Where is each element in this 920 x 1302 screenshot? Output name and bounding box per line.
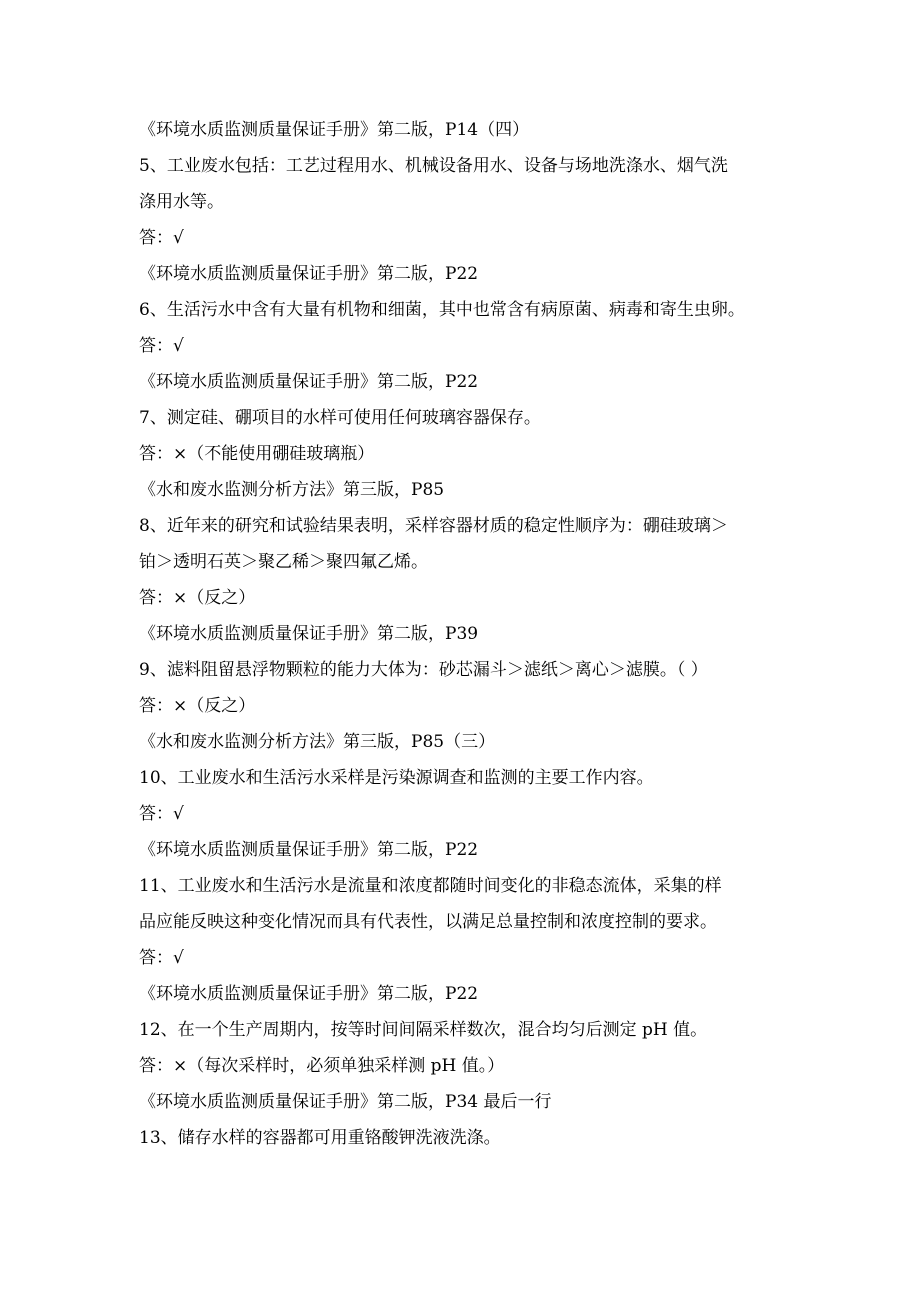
question-10: 10、工业废水和生活污水采样是污染源调查和监测的主要工作内容。 bbox=[139, 768, 654, 788]
answer-10: 答：√ bbox=[139, 804, 184, 824]
reference-11: 《环境水质监测质量保证手册》第二版，P22 bbox=[139, 984, 479, 1004]
question-5: 5、工业废水包括：工艺过程用水、机械设备用水、设备与场地洗涤水、烟气洗 bbox=[139, 156, 728, 176]
question-11: 11、工业废水和生活污水是流量和浓度都随时间变化的非稳态流体，采集的样 bbox=[139, 876, 722, 896]
question-8-cont: 铂＞透明石英＞聚乙稀＞聚四氟乙烯。 bbox=[139, 552, 428, 572]
reference-8: 《环境水质监测质量保证手册》第二版，P39 bbox=[139, 624, 479, 644]
question-5-cont: 涤用水等。 bbox=[139, 192, 224, 212]
answer-7: 答：×（不能使用硼硅玻璃瓶） bbox=[139, 444, 375, 464]
answer-6: 答：√ bbox=[139, 336, 184, 356]
reference-7: 《水和废水监测分析方法》第三版，P85 bbox=[139, 480, 445, 500]
reference-line: 《环境水质监测质量保证手册》第二版，P14（四） bbox=[139, 120, 530, 140]
question-13: 13、储存水样的容器都可用重铬酸钾洗液洗涤。 bbox=[139, 1128, 501, 1148]
question-11-cont: 品应能反映这种变化情况而具有代表性，以满足总量控制和浓度控制的要求。 bbox=[139, 912, 717, 932]
reference-6: 《环境水质监测质量保证手册》第二版，P22 bbox=[139, 372, 479, 392]
reference-5: 《环境水质监测质量保证手册》第二版，P22 bbox=[139, 264, 479, 284]
answer-12: 答：×（每次采样时，必须单独采样测 pH 值。） bbox=[139, 1056, 505, 1076]
answer-5: 答：√ bbox=[139, 228, 184, 248]
answer-11: 答：√ bbox=[139, 948, 184, 968]
question-8: 8、近年来的研究和试验结果表明，采样容器材质的稳定性顺序为：硼硅玻璃＞ bbox=[139, 516, 728, 536]
answer-8: 答：×（反之） bbox=[139, 588, 256, 608]
reference-9: 《水和废水监测分析方法》第三版，P85（三） bbox=[139, 732, 496, 752]
question-6: 6、生活污水中含有大量有机物和细菌，其中也常含有病原菌、病毒和寄生虫卵。 bbox=[139, 300, 745, 320]
reference-12: 《环境水质监测质量保证手册》第二版，P34 最后一行 bbox=[139, 1092, 552, 1112]
question-12: 12、在一个生产周期内，按等时间间隔采样数次，混合均匀后测定 pH 值。 bbox=[139, 1020, 708, 1040]
question-7: 7、测定硅、硼项目的水样可使用任何玻璃容器保存。 bbox=[139, 408, 541, 428]
question-9: 9、滤料阻留悬浮物颗粒的能力大体为：砂芯漏斗＞滤纸＞离心＞滤膜。（ ） bbox=[139, 660, 708, 680]
answer-9: 答：×（反之） bbox=[139, 696, 256, 716]
reference-10: 《环境水质监测质量保证手册》第二版，P22 bbox=[139, 840, 479, 860]
